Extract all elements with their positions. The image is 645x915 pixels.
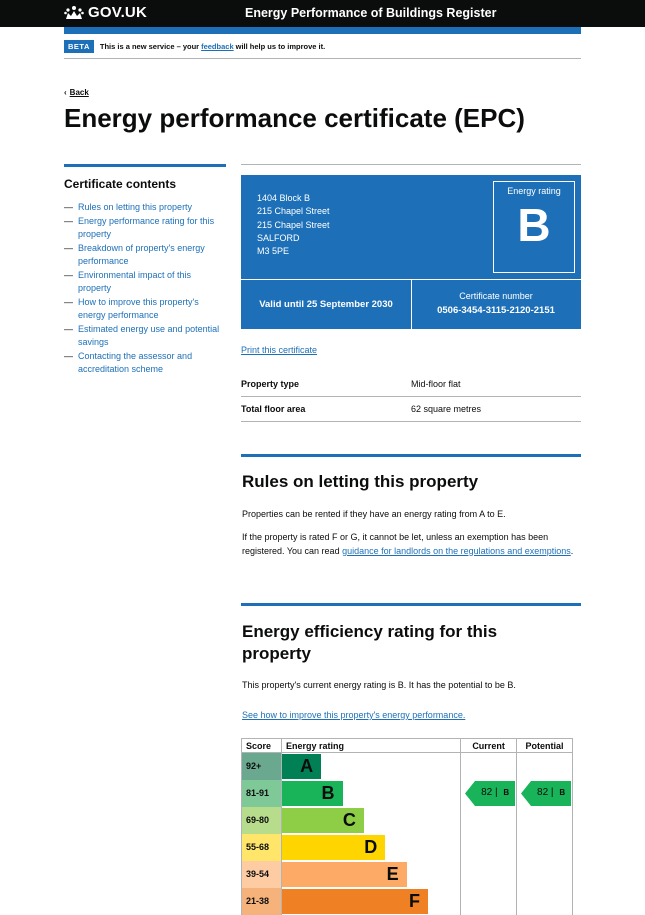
band-score: 21-38 xyxy=(242,888,282,915)
band-score: 92+ xyxy=(242,753,282,780)
rating-band-row xyxy=(242,807,573,834)
band-bar xyxy=(282,889,428,914)
rules-heading: Rules on letting this property xyxy=(242,472,479,491)
address-line: 215 Chapel Street xyxy=(257,206,330,217)
govuk-logo-link[interactable] xyxy=(64,4,147,21)
sidebar-link-rules[interactable]: Rules on letting this property xyxy=(78,202,193,212)
rules-p2-text: If the property is rated F or G, it cannot be let, unless an exemption has been registered. You can read xyxy=(242,532,549,556)
current-rating-value: 82 | B xyxy=(481,786,510,798)
band-letter: B xyxy=(321,782,335,803)
rating-band-row xyxy=(242,753,573,780)
energy-rating-label: Energy rating xyxy=(507,186,561,196)
property-address xyxy=(257,192,330,258)
rating-header: Energy rating xyxy=(281,739,460,753)
epc-summary-box xyxy=(241,175,581,329)
band-score: 55-68 xyxy=(242,834,282,861)
address-line: 1404 Block B xyxy=(257,193,311,203)
energy-rating-chart xyxy=(241,738,573,915)
floor-area-value: 62 square metres xyxy=(411,404,482,414)
property-type-label: Property type xyxy=(241,379,300,389)
beta-tag: BETA xyxy=(64,40,94,53)
rating-band-row xyxy=(242,888,573,915)
back-link[interactable]: Back xyxy=(69,88,89,97)
band-letter: D xyxy=(364,836,378,857)
band-score: 69-80 xyxy=(242,807,282,834)
sidebar-item: — How to improve this property's energy performance xyxy=(64,296,199,320)
rules-p2-end: . xyxy=(570,545,574,556)
score-header: Score xyxy=(242,739,282,753)
potential-rating-value: 82 | B xyxy=(537,786,566,798)
sidebar-item: — Rules on letting this property xyxy=(64,202,193,212)
band-bar xyxy=(282,835,385,860)
sidebar-link-assessor[interactable]: Contacting the assessor and accreditation scheme xyxy=(78,350,193,374)
band-bar xyxy=(282,781,343,806)
sidebar-title: Certificate contents xyxy=(64,177,177,191)
band-score: 81-91 xyxy=(242,780,282,807)
current-rating xyxy=(465,781,516,806)
potential-header: Potential xyxy=(517,739,573,753)
efficiency-heading-line: Energy efficiency rating for this xyxy=(242,622,498,641)
chevron-left-icon: ‹ xyxy=(64,88,67,97)
band-bar xyxy=(282,754,321,779)
current-header: Current xyxy=(461,739,517,753)
potential-rating xyxy=(521,781,572,806)
property-row xyxy=(241,372,581,397)
band-letter: A xyxy=(300,755,314,776)
property-row xyxy=(241,397,581,422)
address-line: M3 5PE xyxy=(257,246,290,257)
address-line: SALFORD xyxy=(257,232,300,243)
landlord-guidance-link[interactable]: guidance for landlords on the regulations and exemptions xyxy=(342,545,571,556)
sidebar-link-environment[interactable]: Environmental impact of this property xyxy=(78,269,192,293)
feedback-link[interactable]: feedback xyxy=(201,42,234,51)
phase-banner xyxy=(64,38,581,55)
sidebar-item: — Energy performance rating for this property xyxy=(64,215,215,239)
sidebar-link-rating[interactable]: Energy performance rating for this property xyxy=(78,215,215,239)
service-name-link[interactable]: Energy Performance of Buildings Register xyxy=(245,6,497,20)
sidebar-item: — Estimated energy use and potential savings xyxy=(64,323,220,347)
print-certificate-link[interactable]: Print this certificate xyxy=(241,345,318,355)
back-link-wrapper xyxy=(64,88,89,97)
main-content xyxy=(241,164,581,422)
efficiency-heading xyxy=(242,621,497,665)
certificate-contents-nav xyxy=(64,164,226,377)
page-title: Energy performance certificate (EPC) xyxy=(64,103,525,133)
property-type-value: Mid-floor flat xyxy=(411,379,461,389)
crown-icon xyxy=(64,5,84,21)
site-header xyxy=(0,0,645,27)
sidebar-item: — Environmental impact of this property xyxy=(64,269,192,293)
efficiency-summary: This property's current energy rating is B. It has the potential to be B. xyxy=(242,680,516,690)
phase-divider xyxy=(64,58,581,59)
certificate-number: 0506-3454-3115-2120-2151 xyxy=(437,305,555,316)
certificate-number-label: Certificate number xyxy=(459,291,533,301)
address-line: 215 Chapel Street xyxy=(257,219,330,230)
rules-paragraph-2 xyxy=(242,531,582,558)
improve-performance-link[interactable]: See how to improve this property's energy performance. xyxy=(242,710,466,720)
main-top-divider xyxy=(241,164,581,165)
band-letter: C xyxy=(342,809,356,830)
sidebar-item: — Breakdown of property's energy performance xyxy=(64,242,205,266)
phase-text-before: This is a new service – your xyxy=(99,42,200,51)
band-bar xyxy=(282,808,364,833)
energy-rating-box xyxy=(493,181,575,273)
property-details xyxy=(241,372,581,422)
rating-band-row xyxy=(242,780,573,807)
sidebar-link-breakdown[interactable]: Breakdown of property's energy performance xyxy=(78,242,205,266)
floor-area-label: Total floor area xyxy=(241,404,306,414)
efficiency-heading-line: property xyxy=(242,644,311,663)
sidebar-link-improve[interactable]: How to improve this property's energy performance xyxy=(78,296,199,320)
rules-paragraph-1: Properties can be rented if they have an energy rating from A to E. xyxy=(242,509,506,519)
sidebar-link-energy-use[interactable]: Estimated energy use and potential savings xyxy=(78,323,220,347)
band-letter: E xyxy=(386,863,399,884)
header-blue-bar xyxy=(64,27,581,34)
section-divider xyxy=(241,454,581,457)
section-divider xyxy=(241,603,581,606)
valid-until: Valid until 25 September 2030 xyxy=(259,298,393,310)
rating-band-row xyxy=(242,861,573,888)
certificate-number-block xyxy=(411,279,581,329)
band-letter: F xyxy=(409,890,421,911)
energy-rating-letter: B xyxy=(517,199,551,251)
sidebar-item: — Contacting the assessor and accreditation scheme xyxy=(64,350,193,374)
phase-text-after: will help us to improve it. xyxy=(235,42,326,51)
logo-text: GOV.UK xyxy=(88,4,147,21)
rating-band-row xyxy=(242,834,573,861)
band-score: 39-54 xyxy=(242,861,282,888)
band-bar xyxy=(282,862,407,887)
